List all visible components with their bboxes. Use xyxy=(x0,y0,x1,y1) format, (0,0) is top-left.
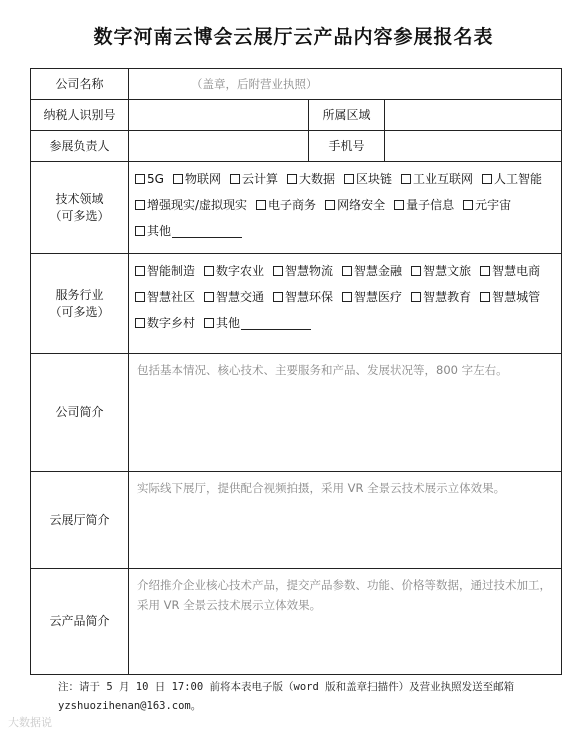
industry-option[interactable] xyxy=(480,258,540,284)
industry-option-label: 智慧物流 xyxy=(285,264,334,278)
footnote xyxy=(58,678,558,716)
other-blank-line[interactable] xyxy=(172,225,242,238)
tech-option[interactable] xyxy=(135,192,247,218)
industry-option-label: 智慧交通 xyxy=(216,290,265,304)
checkbox-icon[interactable] xyxy=(273,292,283,302)
checkbox-icon[interactable] xyxy=(344,174,354,184)
checkbox-icon[interactable] xyxy=(411,266,421,276)
industry-label-text: 服务行业 xyxy=(55,287,104,302)
tech-option-label: 物联网 xyxy=(184,172,221,186)
tech-option[interactable] xyxy=(463,192,511,218)
industry-option-label: 其他 xyxy=(216,316,241,330)
tech-label-text: 技术领域 xyxy=(55,191,104,206)
checkbox-icon[interactable] xyxy=(204,318,214,328)
industry-option[interactable] xyxy=(411,284,471,310)
footnote-line-2: yzshuozihenan@163.com。 xyxy=(58,700,202,712)
checkbox-icon[interactable] xyxy=(482,174,492,184)
checkbox-icon[interactable] xyxy=(204,292,214,302)
tech-option[interactable] xyxy=(173,166,221,192)
contact-field[interactable] xyxy=(129,131,309,162)
tech-option[interactable] xyxy=(401,166,473,192)
industry-option-label: 智慧社区 xyxy=(147,290,196,304)
industry-option-label: 智慧环保 xyxy=(285,290,334,304)
tech-option-label: 其他 xyxy=(147,224,172,238)
checkbox-icon[interactable] xyxy=(256,200,266,210)
checkbox-icon[interactable] xyxy=(135,174,145,184)
checkbox-icon[interactable] xyxy=(325,200,335,210)
registration-form xyxy=(30,68,562,675)
industry-option-label: 数字农业 xyxy=(216,264,265,278)
checkbox-icon[interactable] xyxy=(480,292,490,302)
company-name-hint: （盖章，后附营业执照） xyxy=(191,77,318,91)
checkbox-icon[interactable] xyxy=(394,200,404,210)
industry-option[interactable] xyxy=(273,284,333,310)
industry-option-label: 智慧文旅 xyxy=(423,264,472,278)
watermark: 大数据说 xyxy=(8,716,52,729)
industry-label-sub: （可多选） xyxy=(49,304,110,319)
product-intro-field[interactable]: 介绍推介企业核心技术产品，提交产品参数、功能、价格等数据，通过技术加工，采用 VR 全景云技术展示立体效果。 xyxy=(129,569,562,675)
tech-option-label: 增强现实/虚拟现实 xyxy=(147,198,248,212)
industry-option[interactable] xyxy=(135,284,195,310)
tech-label-sub: （可多选） xyxy=(49,208,110,223)
tech-option[interactable] xyxy=(135,218,242,244)
industry-option-label: 智慧金融 xyxy=(354,264,403,278)
company-name-label: 公司名称 xyxy=(31,69,129,100)
industry-option[interactable] xyxy=(342,284,402,310)
tech-option[interactable] xyxy=(344,166,392,192)
industry-options xyxy=(129,254,562,354)
checkbox-icon[interactable] xyxy=(463,200,473,210)
region-field[interactable] xyxy=(385,100,562,131)
footnote-line-1: 注：请于 5 月 10 日 17:00 前将本表电子版（word 版和盖章扫描件）及营业执照发送至邮箱 xyxy=(58,681,515,693)
checkbox-icon[interactable] xyxy=(480,266,490,276)
hall-intro-label: 云展厅简介 xyxy=(31,472,129,569)
contact-label: 参展负责人 xyxy=(31,131,129,162)
company-name-field[interactable] xyxy=(129,69,562,100)
industry-option[interactable] xyxy=(204,310,311,336)
tech-option-label: 人工智能 xyxy=(494,172,543,186)
company-intro-label: 公司简介 xyxy=(31,354,129,472)
tech-option-label: 区块链 xyxy=(355,172,392,186)
tech-option-label: 工业互联网 xyxy=(413,172,474,186)
tech-option[interactable] xyxy=(135,166,164,192)
industry-option[interactable] xyxy=(135,310,195,336)
tech-option-label: 量子信息 xyxy=(406,198,455,212)
checkbox-icon[interactable] xyxy=(135,318,145,328)
tech-option[interactable] xyxy=(394,192,454,218)
industry-option-label: 智能制造 xyxy=(147,264,196,278)
other-blank-line[interactable] xyxy=(241,317,311,330)
tax-id-label: 纳税人识别号 xyxy=(31,100,129,131)
industry-option-label: 智慧城管 xyxy=(492,290,541,304)
checkbox-icon[interactable] xyxy=(135,200,145,210)
industry-option-label: 数字乡村 xyxy=(147,316,196,330)
tech-option-label: 大数据 xyxy=(298,172,335,186)
hall-intro-field[interactable]: 实际线下展厅，提供配合视频拍摄，采用 VR 全景云技术展示立体效果。 xyxy=(129,472,562,569)
checkbox-icon[interactable] xyxy=(287,174,297,184)
region-label: 所属区域 xyxy=(309,100,385,131)
checkbox-icon[interactable] xyxy=(230,174,240,184)
industry-label xyxy=(31,254,129,354)
tech-option-label: 元宇宙 xyxy=(475,198,512,212)
product-intro-label: 云产品简介 xyxy=(31,569,129,675)
form-title: 数字河南云博会云展厅云产品内容参展报名表 xyxy=(93,26,494,48)
tech-option[interactable] xyxy=(287,166,335,192)
tech-options xyxy=(129,162,562,254)
tech-option[interactable] xyxy=(256,192,316,218)
checkbox-icon[interactable] xyxy=(135,292,145,302)
checkbox-icon[interactable] xyxy=(273,266,283,276)
checkbox-icon[interactable] xyxy=(342,266,352,276)
phone-field[interactable] xyxy=(385,131,562,162)
tax-id-field[interactable] xyxy=(129,100,309,131)
industry-option-label: 智慧电商 xyxy=(492,264,541,278)
tech-option[interactable] xyxy=(325,192,385,218)
tech-label xyxy=(31,162,129,254)
tech-option-label: 云计算 xyxy=(241,172,278,186)
industry-option[interactable] xyxy=(204,258,264,284)
industry-option[interactable] xyxy=(411,258,471,284)
checkbox-icon[interactable] xyxy=(135,266,145,276)
industry-option[interactable] xyxy=(342,258,402,284)
industry-option[interactable] xyxy=(204,284,264,310)
checkbox-icon[interactable] xyxy=(411,292,421,302)
tech-option-label: 电子商务 xyxy=(268,198,317,212)
tech-option[interactable] xyxy=(482,166,542,192)
industry-option[interactable] xyxy=(273,258,333,284)
industry-option-label: 智慧医疗 xyxy=(354,290,403,304)
checkbox-icon[interactable] xyxy=(401,174,411,184)
tech-option-label: 网络安全 xyxy=(337,198,386,212)
checkbox-icon[interactable] xyxy=(173,174,183,184)
checkbox-icon[interactable] xyxy=(342,292,352,302)
industry-option[interactable] xyxy=(480,284,540,310)
phone-label: 手机号 xyxy=(309,131,385,162)
company-intro-field[interactable]: 包括基本情况、核心技术、主要服务和产品、发展状况等，800 字左右。 xyxy=(129,354,562,472)
tech-option-label: 5G xyxy=(147,172,164,186)
industry-option-label: 智慧教育 xyxy=(423,290,472,304)
checkbox-icon[interactable] xyxy=(204,266,214,276)
checkbox-icon[interactable] xyxy=(135,226,145,236)
tech-option[interactable] xyxy=(230,166,278,192)
industry-option[interactable] xyxy=(135,258,195,284)
